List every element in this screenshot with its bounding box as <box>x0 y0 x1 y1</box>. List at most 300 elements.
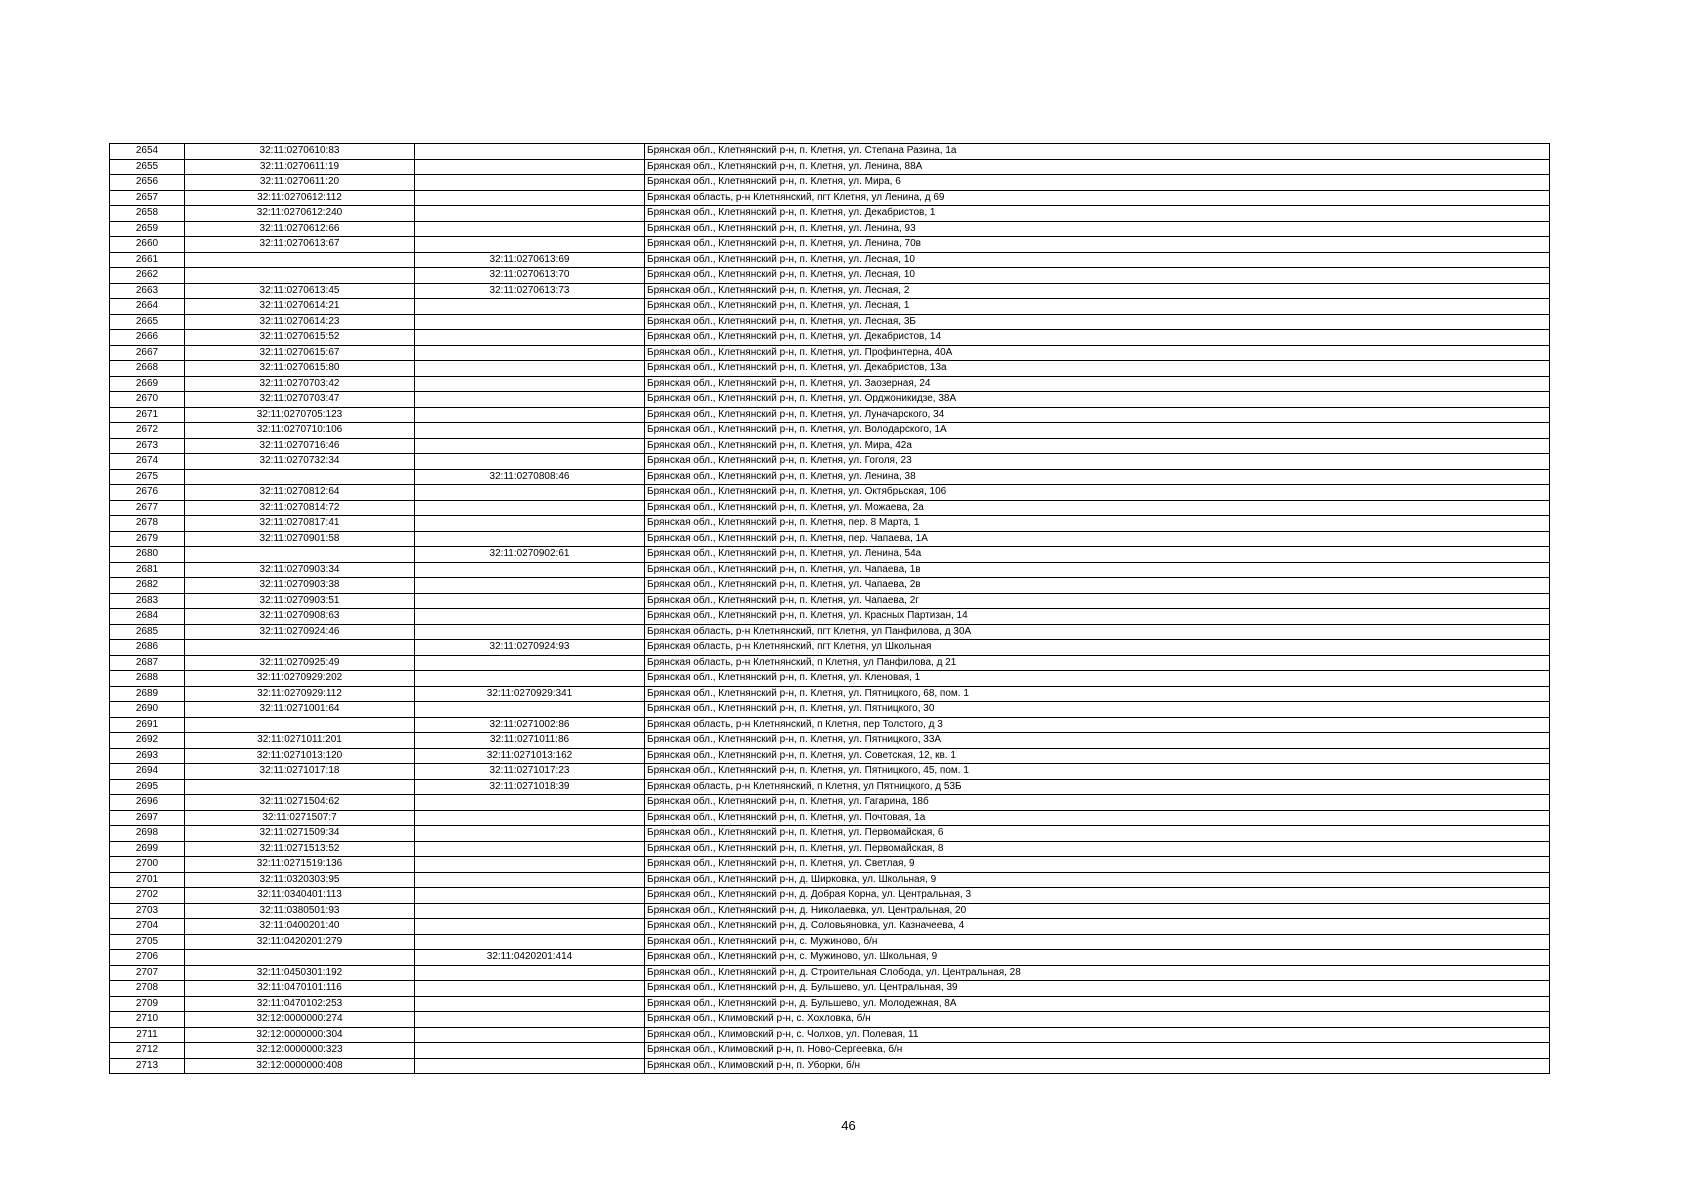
address-cell: Брянская обл., Клетнянский р-н, п. Клетня, ул. Первомайская, 8 <box>645 841 1550 857</box>
row-number: 2668 <box>110 361 185 377</box>
cadastral-number-cell <box>185 779 415 795</box>
table-row <box>110 996 1550 1012</box>
address-cell: Брянская обл., Клетнянский р-н, п. Клетня, ул. Пятницкого, 68, пом. 1 <box>645 686 1550 702</box>
row-number: 2697 <box>110 810 185 826</box>
secondary-cadastral-number-cell <box>415 206 645 222</box>
address-cell: Брянская обл., Клетнянский р-н, п. Клетня, ул. Профинтерна, 40А <box>645 345 1550 361</box>
address-cell: Брянская обл., Клетнянский р-н, п. Клетня, ул. Октябрьская, 106 <box>645 485 1550 501</box>
secondary-cadastral-number-cell <box>415 175 645 191</box>
address-cell: Брянская обл., Климовский р-н, с. Чолхов, ул. Полевая, 11 <box>645 1027 1550 1043</box>
cadastral-number-cell: 32:12:0000000:323 <box>185 1043 415 1059</box>
cadastral-number-cell: 32:11:0270817:41 <box>185 516 415 532</box>
address-cell: Брянская область, р-н Клетнянский, п Клетня, пер Толстого, д 3 <box>645 717 1550 733</box>
secondary-cadastral-number-cell <box>415 144 645 160</box>
secondary-cadastral-number-cell <box>415 485 645 501</box>
secondary-cadastral-number-cell <box>415 407 645 423</box>
address-cell: Брянская обл., Клетнянский р-н, п. Клетня, пер. Чапаева, 1А <box>645 531 1550 547</box>
cadastral-number-cell: 32:11:0270703:42 <box>185 376 415 392</box>
row-number: 2661 <box>110 252 185 268</box>
cadastral-number-cell: 32:11:0270925:49 <box>185 655 415 671</box>
address-cell: Брянская обл., Клетнянский р-н, п. Клетня, ул. Гоголя, 23 <box>645 454 1550 470</box>
secondary-cadastral-number-cell: 32:11:0270613:73 <box>415 283 645 299</box>
table-row <box>110 950 1550 966</box>
row-number: 2672 <box>110 423 185 439</box>
row-number: 2671 <box>110 407 185 423</box>
cadastral-number-cell: 32:11:0270611:20 <box>185 175 415 191</box>
address-cell: Брянская обл., Клетнянский р-н, д. Ширковка, ул. Школьная, 9 <box>645 872 1550 888</box>
cadastral-number-cell <box>185 717 415 733</box>
address-cell: Брянская обл., Клетнянский р-н, п. Клетня, ул. Первомайская, 6 <box>645 826 1550 842</box>
row-number: 2654 <box>110 144 185 160</box>
table-row <box>110 810 1550 826</box>
cadastral-number-cell: 32:11:0420201:279 <box>185 934 415 950</box>
address-cell: Брянская обл., Клетнянский р-н, д. Бульшево, ул. Центральная, 39 <box>645 981 1550 997</box>
table-row <box>110 640 1550 656</box>
address-cell: Брянская обл., Клетнянский р-н, п. Клетня, ул. Мира, 6 <box>645 175 1550 191</box>
table-row <box>110 655 1550 671</box>
row-number: 2712 <box>110 1043 185 1059</box>
row-number: 2657 <box>110 190 185 206</box>
secondary-cadastral-number-cell <box>415 965 645 981</box>
secondary-cadastral-number-cell: 32:11:0271002:86 <box>415 717 645 733</box>
cadastral-number-cell: 32:11:0270614:21 <box>185 299 415 315</box>
secondary-cadastral-number-cell <box>415 361 645 377</box>
table-row <box>110 299 1550 315</box>
address-cell: Брянская обл., Клетнянский р-н, п. Клетня, ул. Лесная, 2 <box>645 283 1550 299</box>
address-cell: Брянская обл., Клетнянский р-н, п. Клетня, ул. Володарского, 1А <box>645 423 1550 439</box>
cadastral-number-cell: 32:11:0271513:52 <box>185 841 415 857</box>
secondary-cadastral-number-cell <box>415 237 645 253</box>
table-row <box>110 516 1550 532</box>
table-row <box>110 268 1550 284</box>
table-row <box>110 330 1550 346</box>
row-number: 2658 <box>110 206 185 222</box>
table-row <box>110 531 1550 547</box>
secondary-cadastral-number-cell <box>415 841 645 857</box>
address-cell: Брянская обл., Клетнянский р-н, п. Клетня, ул. Заозерная, 24 <box>645 376 1550 392</box>
address-cell: Брянская обл., Клетнянский р-н, д. Бульшево, ул. Молодежная, 8А <box>645 996 1550 1012</box>
secondary-cadastral-number-cell <box>415 376 645 392</box>
row-number: 2663 <box>110 283 185 299</box>
secondary-cadastral-number-cell: 32:11:0270808:46 <box>415 469 645 485</box>
secondary-cadastral-number-cell <box>415 919 645 935</box>
row-number: 2666 <box>110 330 185 346</box>
row-number: 2683 <box>110 593 185 609</box>
table-row <box>110 376 1550 392</box>
table-row <box>110 934 1550 950</box>
table-row <box>110 500 1550 516</box>
row-number: 2684 <box>110 609 185 625</box>
table-row <box>110 841 1550 857</box>
row-number: 2679 <box>110 531 185 547</box>
table-row <box>110 609 1550 625</box>
row-number: 2669 <box>110 376 185 392</box>
row-number: 2656 <box>110 175 185 191</box>
row-number: 2667 <box>110 345 185 361</box>
table-row <box>110 1043 1550 1059</box>
table-row <box>110 733 1550 749</box>
row-number: 2689 <box>110 686 185 702</box>
secondary-cadastral-number-cell <box>415 578 645 594</box>
cadastral-number-cell: 32:11:0270614:23 <box>185 314 415 330</box>
cadastral-number-cell: 32:11:0470102:253 <box>185 996 415 1012</box>
address-cell: Брянская обл., Клетнянский р-н, п. Клетня, ул. Советская, 12, кв. 1 <box>645 748 1550 764</box>
secondary-cadastral-number-cell <box>415 1012 645 1028</box>
secondary-cadastral-number-cell <box>415 981 645 997</box>
cadastral-number-cell: 32:11:0271519:136 <box>185 857 415 873</box>
cadastral-number-cell: 32:11:0450301:192 <box>185 965 415 981</box>
row-number: 2660 <box>110 237 185 253</box>
cadastral-number-cell: 32:11:0270615:80 <box>185 361 415 377</box>
address-cell: Брянская обл., Клетнянский р-н, с. Мужиново, ул. Школьная, 9 <box>645 950 1550 966</box>
address-cell: Брянская область, р-н Клетнянский, пгт Клетня, ул Панфилова, д 30А <box>645 624 1550 640</box>
address-cell: Брянская обл., Клетнянский р-н, п. Клетня, ул. Декабристов, 1 <box>645 206 1550 222</box>
row-number: 2664 <box>110 299 185 315</box>
secondary-cadastral-number-cell <box>415 314 645 330</box>
secondary-cadastral-number-cell <box>415 593 645 609</box>
table-row <box>110 454 1550 470</box>
cadastral-number-cell: 32:11:0271011:201 <box>185 733 415 749</box>
row-number: 2700 <box>110 857 185 873</box>
address-cell: Брянская обл., Клетнянский р-н, п. Клетня, ул. Ленина, 88А <box>645 159 1550 175</box>
cadastral-number-cell: 32:11:0270929:202 <box>185 671 415 687</box>
table-row <box>110 702 1550 718</box>
cadastral-number-cell: 32:11:0270908:63 <box>185 609 415 625</box>
secondary-cadastral-number-cell <box>415 903 645 919</box>
address-cell: Брянская обл., Климовский р-н, п. Ново-Сергеевка, б/н <box>645 1043 1550 1059</box>
table-row <box>110 888 1550 904</box>
table-row <box>110 779 1550 795</box>
address-cell: Брянская обл., Клетнянский р-н, д. Николаевка, ул. Центральная, 20 <box>645 903 1550 919</box>
row-number: 2696 <box>110 795 185 811</box>
table-row <box>110 547 1550 563</box>
secondary-cadastral-number-cell: 32:11:0270613:69 <box>415 252 645 268</box>
cadastral-number-cell: 32:12:0000000:408 <box>185 1058 415 1074</box>
cadastral-number-cell: 32:11:0270732:34 <box>185 454 415 470</box>
cadastral-number-cell: 32:11:0270710:106 <box>185 423 415 439</box>
address-cell: Брянская обл., Клетнянский р-н, п. Клетня, ул. Можаева, 2а <box>645 500 1550 516</box>
table-row <box>110 252 1550 268</box>
row-number: 2702 <box>110 888 185 904</box>
row-number: 2693 <box>110 748 185 764</box>
row-number: 2665 <box>110 314 185 330</box>
cadastral-number-cell: 32:11:0270612:240 <box>185 206 415 222</box>
address-cell: Брянская обл., Клетнянский р-н, с. Мужиново, б/н <box>645 934 1550 950</box>
secondary-cadastral-number-cell <box>415 392 645 408</box>
address-cell: Брянская обл., Клетнянский р-н, п. Клетня, ул. Красных Партизан, 14 <box>645 609 1550 625</box>
secondary-cadastral-number-cell <box>415 795 645 811</box>
cadastral-number-cell: 32:11:0270615:67 <box>185 345 415 361</box>
address-cell: Брянская обл., Клетнянский р-н, п. Клетня, ул. Чапаева, 2г <box>645 593 1550 609</box>
row-number: 2713 <box>110 1058 185 1074</box>
row-number: 2670 <box>110 392 185 408</box>
table-row <box>110 206 1550 222</box>
address-cell: Брянская обл., Клетнянский р-н, п. Клетня, ул. Лесная, 3Б <box>645 314 1550 330</box>
address-cell: Брянская обл., Клетнянский р-н, п. Клетня, ул. Орджоникидзе, 38А <box>645 392 1550 408</box>
cadastral-number-cell: 32:11:0270611:19 <box>185 159 415 175</box>
row-number: 2698 <box>110 826 185 842</box>
address-cell: Брянская обл., Клетнянский р-н, п. Клетня, ул. Декабристов, 14 <box>645 330 1550 346</box>
table-row <box>110 686 1550 702</box>
cadastral-number-cell: 32:11:0270903:38 <box>185 578 415 594</box>
row-number: 2709 <box>110 996 185 1012</box>
table-row <box>110 764 1550 780</box>
table-row <box>110 469 1550 485</box>
secondary-cadastral-number-cell <box>415 1043 645 1059</box>
cadastral-number-cell: 32:11:0470101:116 <box>185 981 415 997</box>
table-row <box>110 237 1550 253</box>
cadastral-number-cell: 32:11:0380501:93 <box>185 903 415 919</box>
table-row <box>110 624 1550 640</box>
address-cell: Брянская область, р-н Клетнянский, п Клетня, ул Пятницкого, д 53Б <box>645 779 1550 795</box>
address-cell: Брянская обл., Клетнянский р-н, п. Клетня, ул. Ленина, 70в <box>645 237 1550 253</box>
address-cell: Брянская обл., Клетнянский р-н, п. Клетня, ул. Пятницкого, 33А <box>645 733 1550 749</box>
table-row <box>110 159 1550 175</box>
table-row <box>110 361 1550 377</box>
table-row <box>110 1027 1550 1043</box>
secondary-cadastral-number-cell: 32:11:0271011:86 <box>415 733 645 749</box>
table-row <box>110 423 1550 439</box>
cadastral-number-cell <box>185 252 415 268</box>
row-number: 2680 <box>110 547 185 563</box>
table-row <box>110 1012 1550 1028</box>
secondary-cadastral-number-cell <box>415 221 645 237</box>
row-number: 2703 <box>110 903 185 919</box>
table-row <box>110 872 1550 888</box>
table-row <box>110 392 1550 408</box>
row-number: 2711 <box>110 1027 185 1043</box>
address-cell: Брянская обл., Клетнянский р-н, п. Клетня, ул. Кленовая, 1 <box>645 671 1550 687</box>
row-number: 2706 <box>110 950 185 966</box>
cadastral-number-cell: 32:11:0400201:40 <box>185 919 415 935</box>
secondary-cadastral-number-cell <box>415 1027 645 1043</box>
address-cell: Брянская обл., Клетнянский р-н, п. Клетня, ул. Почтовая, 1а <box>645 810 1550 826</box>
cadastral-number-cell: 32:11:0270812:64 <box>185 485 415 501</box>
secondary-cadastral-number-cell: 32:11:0270613:70 <box>415 268 645 284</box>
secondary-cadastral-number-cell <box>415 671 645 687</box>
cadastral-number-cell <box>185 469 415 485</box>
cadastral-number-cell: 32:11:0270612:112 <box>185 190 415 206</box>
cadastral-number-cell: 32:11:0270716:46 <box>185 438 415 454</box>
row-number: 2704 <box>110 919 185 935</box>
cadastral-number-cell: 32:12:0000000:304 <box>185 1027 415 1043</box>
address-cell: Брянская область, р-н Клетнянский, пгт Клетня, ул Ленина, д 69 <box>645 190 1550 206</box>
cadastral-number-cell: 32:11:0271509:34 <box>185 826 415 842</box>
row-number: 2659 <box>110 221 185 237</box>
address-cell: Брянская обл., Клетнянский р-н, п. Клетня, ул. Светлая, 9 <box>645 857 1550 873</box>
table-row <box>110 562 1550 578</box>
secondary-cadastral-number-cell <box>415 934 645 950</box>
row-number: 2682 <box>110 578 185 594</box>
row-number: 2678 <box>110 516 185 532</box>
secondary-cadastral-number-cell <box>415 888 645 904</box>
cadastral-number-cell: 32:11:0270610:83 <box>185 144 415 160</box>
cadastral-number-cell: 32:11:0270703:47 <box>185 392 415 408</box>
cadastral-number-cell: 32:11:0270613:67 <box>185 237 415 253</box>
row-number: 2687 <box>110 655 185 671</box>
table-row <box>110 826 1550 842</box>
row-number: 2692 <box>110 733 185 749</box>
secondary-cadastral-number-cell: 32:11:0420201:414 <box>415 950 645 966</box>
table-row <box>110 1058 1550 1074</box>
address-cell: Брянская обл., Клетнянский р-н, п. Клетня, ул. Ленина, 54а <box>645 547 1550 563</box>
cadastral-number-cell: 32:11:0271013:120 <box>185 748 415 764</box>
secondary-cadastral-number-cell <box>415 857 645 873</box>
row-number: 2681 <box>110 562 185 578</box>
address-cell: Брянская обл., Клетнянский р-н, п. Клетня, ул. Лесная, 1 <box>645 299 1550 315</box>
secondary-cadastral-number-cell: 32:11:0271013:162 <box>415 748 645 764</box>
secondary-cadastral-number-cell <box>415 996 645 1012</box>
table-row <box>110 965 1550 981</box>
table-row <box>110 407 1550 423</box>
address-cell: Брянская обл., Клетнянский р-н, п. Клетня, пер. 8 Марта, 1 <box>645 516 1550 532</box>
secondary-cadastral-number-cell <box>415 609 645 625</box>
secondary-cadastral-number-cell <box>415 655 645 671</box>
secondary-cadastral-number-cell <box>415 516 645 532</box>
table-row <box>110 857 1550 873</box>
address-cell: Брянская обл., Клетнянский р-н, п. Клетня, ул. Пятницкого, 30 <box>645 702 1550 718</box>
secondary-cadastral-number-cell <box>415 159 645 175</box>
cadastral-number-cell: 32:11:0270613:45 <box>185 283 415 299</box>
address-cell: Брянская обл., Клетнянский р-н, п. Клетня, ул. Чапаева, 1в <box>645 562 1550 578</box>
secondary-cadastral-number-cell <box>415 190 645 206</box>
cadastral-number-cell: 32:11:0271001:64 <box>185 702 415 718</box>
row-number: 2674 <box>110 454 185 470</box>
table-row <box>110 144 1550 160</box>
secondary-cadastral-number-cell <box>415 872 645 888</box>
row-number: 2662 <box>110 268 185 284</box>
cadastral-number-cell: 32:11:0270903:34 <box>185 562 415 578</box>
cadastral-number-cell <box>185 268 415 284</box>
cadastral-number-cell <box>185 640 415 656</box>
cadastral-number-cell: 32:11:0270929:112 <box>185 686 415 702</box>
row-number: 2688 <box>110 671 185 687</box>
row-number: 2690 <box>110 702 185 718</box>
cadastral-number-cell: 32:11:0271504:62 <box>185 795 415 811</box>
table-row <box>110 903 1550 919</box>
address-cell: Брянская обл., Клетнянский р-н, п. Клетня, ул. Декабристов, 13а <box>645 361 1550 377</box>
table-row <box>110 578 1550 594</box>
secondary-cadastral-number-cell: 32:11:0270929:341 <box>415 686 645 702</box>
cadastral-number-cell: 32:11:0270903:51 <box>185 593 415 609</box>
secondary-cadastral-number-cell <box>415 454 645 470</box>
address-cell: Брянская обл., Климовский р-н, п. Уборки, б/н <box>645 1058 1550 1074</box>
row-number: 2695 <box>110 779 185 795</box>
secondary-cadastral-number-cell <box>415 299 645 315</box>
cadastral-number-cell: 32:11:0270615:52 <box>185 330 415 346</box>
registry-table <box>109 143 1550 1074</box>
cadastral-number-cell: 32:11:0270814:72 <box>185 500 415 516</box>
cadastral-number-cell <box>185 950 415 966</box>
address-cell: Брянская обл., Клетнянский р-н, п. Клетня, ул. Луначарского, 34 <box>645 407 1550 423</box>
table-row <box>110 438 1550 454</box>
row-number: 2694 <box>110 764 185 780</box>
address-cell: Брянская обл., Клетнянский р-н, д. Строительная Слобода, ул. Центральная, 28 <box>645 965 1550 981</box>
table-row <box>110 190 1550 206</box>
table-row <box>110 795 1550 811</box>
secondary-cadastral-number-cell <box>415 702 645 718</box>
row-number: 2699 <box>110 841 185 857</box>
table-row <box>110 593 1550 609</box>
address-cell: Брянская обл., Клетнянский р-н, д. Соловьяновка, ул. Казначеева, 4 <box>645 919 1550 935</box>
secondary-cadastral-number-cell: 32:11:0270902:61 <box>415 547 645 563</box>
secondary-cadastral-number-cell <box>415 500 645 516</box>
table-row <box>110 919 1550 935</box>
secondary-cadastral-number-cell <box>415 345 645 361</box>
address-cell: Брянская область, р-н Клетнянский, пгт Клетня, ул Школьная <box>645 640 1550 656</box>
table-row <box>110 748 1550 764</box>
secondary-cadastral-number-cell <box>415 423 645 439</box>
table-row <box>110 345 1550 361</box>
secondary-cadastral-number-cell: 32:11:0270924:93 <box>415 640 645 656</box>
cadastral-number-cell: 32:12:0000000:274 <box>185 1012 415 1028</box>
secondary-cadastral-number-cell <box>415 826 645 842</box>
secondary-cadastral-number-cell <box>415 624 645 640</box>
cadastral-number-cell: 32:11:0270924:46 <box>185 624 415 640</box>
table-row <box>110 485 1550 501</box>
row-number: 2676 <box>110 485 185 501</box>
address-cell: Брянская обл., Клетнянский р-н, п. Клетня, ул. Ленина, 93 <box>645 221 1550 237</box>
secondary-cadastral-number-cell <box>415 330 645 346</box>
row-number: 2701 <box>110 872 185 888</box>
cadastral-number-cell <box>185 547 415 563</box>
secondary-cadastral-number-cell: 32:11:0271017:23 <box>415 764 645 780</box>
secondary-cadastral-number-cell <box>415 438 645 454</box>
table-row <box>110 671 1550 687</box>
table-row <box>110 175 1550 191</box>
row-number: 2710 <box>110 1012 185 1028</box>
table-row <box>110 981 1550 997</box>
row-number: 2707 <box>110 965 185 981</box>
table-row <box>110 314 1550 330</box>
row-number: 2705 <box>110 934 185 950</box>
secondary-cadastral-number-cell <box>415 1058 645 1074</box>
address-cell: Брянская обл., Климовский р-н, с. Хохловка, б/н <box>645 1012 1550 1028</box>
address-cell: Брянская обл., Клетнянский р-н, п. Клетня, ул. Степана Разина, 1а <box>645 144 1550 160</box>
row-number: 2675 <box>110 469 185 485</box>
address-cell: Брянская область, р-н Клетнянский, п Клетня, ул Панфилова, д 21 <box>645 655 1550 671</box>
table-row <box>110 283 1550 299</box>
cadastral-number-cell: 32:11:0270612:66 <box>185 221 415 237</box>
secondary-cadastral-number-cell <box>415 562 645 578</box>
cadastral-number-cell: 32:11:0270705:123 <box>185 407 415 423</box>
address-cell: Брянская обл., Клетнянский р-н, п. Клетня, ул. Пятницкого, 45, пом. 1 <box>645 764 1550 780</box>
secondary-cadastral-number-cell: 32:11:0271018:39 <box>415 779 645 795</box>
row-number: 2673 <box>110 438 185 454</box>
registry-table-body <box>110 144 1550 1074</box>
row-number: 2686 <box>110 640 185 656</box>
row-number: 2708 <box>110 981 185 997</box>
secondary-cadastral-number-cell <box>415 531 645 547</box>
cadastral-number-cell: 32:11:0270901:58 <box>185 531 415 547</box>
cadastral-number-cell: 32:11:0271017:18 <box>185 764 415 780</box>
table-row <box>110 717 1550 733</box>
address-cell: Брянская обл., Клетнянский р-н, п. Клетня, ул. Гагарина, 18б <box>645 795 1550 811</box>
row-number: 2677 <box>110 500 185 516</box>
cadastral-number-cell: 32:11:0340401:113 <box>185 888 415 904</box>
cadastral-number-cell: 32:11:0320303:95 <box>185 872 415 888</box>
address-cell: Брянская обл., Клетнянский р-н, п. Клетня, ул. Ленина, 38 <box>645 469 1550 485</box>
row-number: 2685 <box>110 624 185 640</box>
secondary-cadastral-number-cell <box>415 810 645 826</box>
address-cell: Брянская обл., Клетнянский р-н, д. Добрая Корна, ул. Центральная, 3 <box>645 888 1550 904</box>
row-number: 2655 <box>110 159 185 175</box>
address-cell: Брянская обл., Клетнянский р-н, п. Клетня, ул. Лесная, 10 <box>645 268 1550 284</box>
page-number: 46 <box>841 1118 856 1133</box>
row-number: 2691 <box>110 717 185 733</box>
address-cell: Брянская обл., Клетнянский р-н, п. Клетня, ул. Мира, 42а <box>645 438 1550 454</box>
cadastral-number-cell: 32:11:0271507:7 <box>185 810 415 826</box>
